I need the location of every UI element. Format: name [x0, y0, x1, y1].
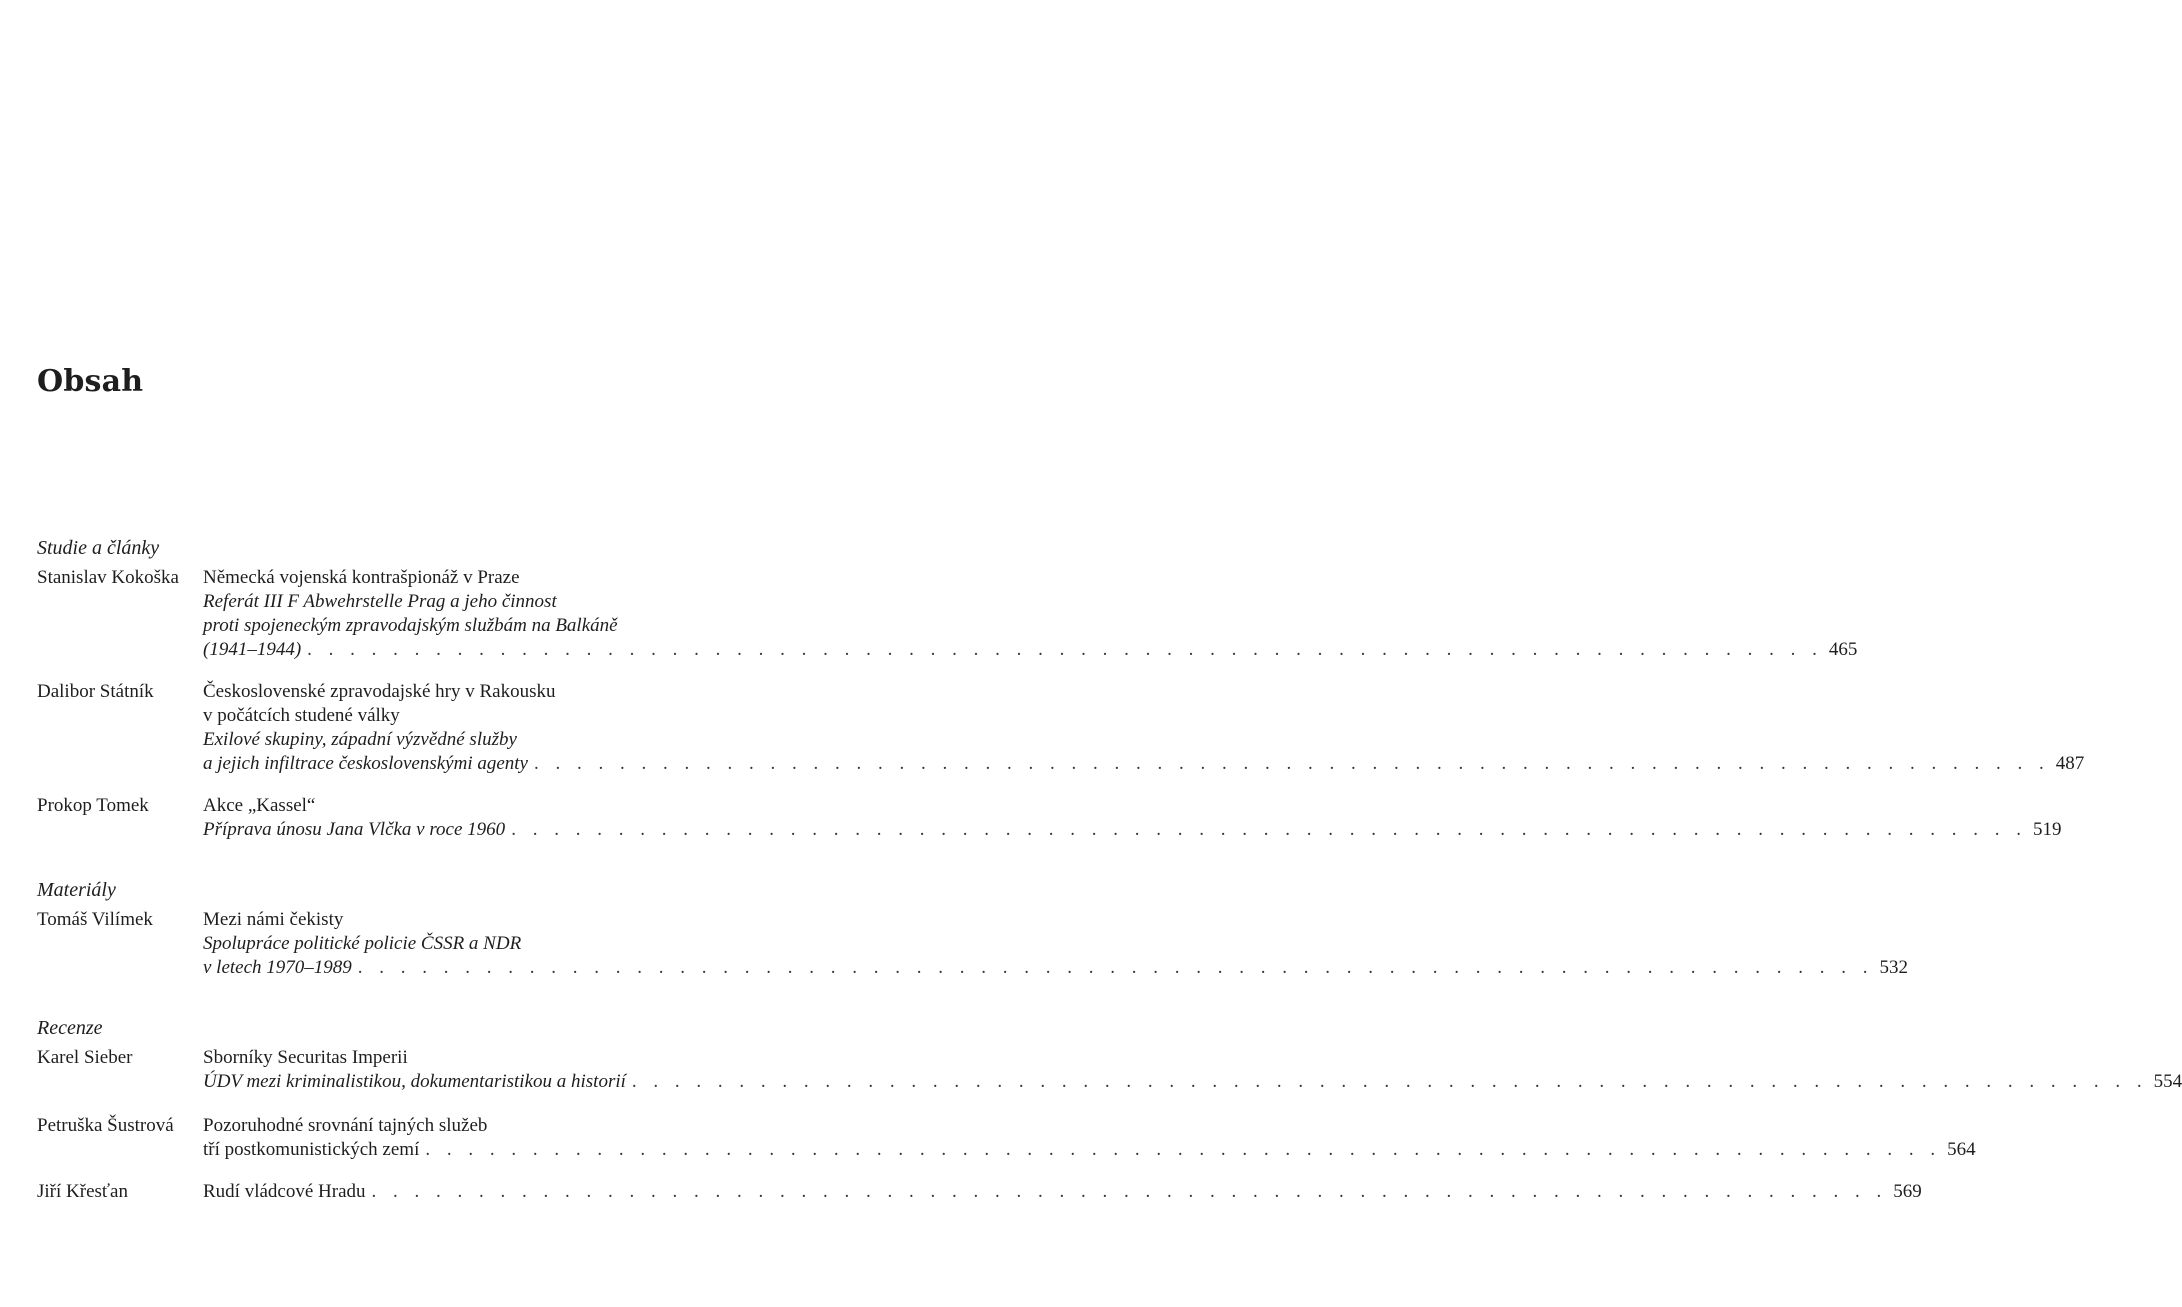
entry-author: Petruška Šustrová: [37, 1115, 174, 1136]
entry-title: Německá vojenská kontrašpionáž v Praze: [203, 567, 520, 588]
dot-leader: . . . . . . . . . . . . . . . . . . . . . . . . . . . . . . . . . . . . . . . . . . . . . . . . . . . . . . . . . . . . . . . . . . . . . . .: [511, 819, 2027, 840]
page-number: 569: [1893, 1181, 1922, 1202]
entry-author: Tomáš Vilímek: [37, 909, 153, 930]
dot-leader: . . . . . . . . . . . . . . . . . . . . . . . . . . . . . . . . . . . . . . . . . . . . . . . . . . . . . . . . . . . . . . . . . . . . . . .: [371, 1181, 1888, 1202]
toc-entry: [203, 566, 1858, 662]
toc-entry: [203, 1114, 1976, 1162]
entry-final-line: [203, 1138, 1976, 1162]
entry-subtitle: v letech 1970–1989: [203, 957, 352, 978]
page-title: Obsah: [37, 364, 144, 399]
page-number: 564: [1947, 1139, 1976, 1160]
toc-entry: [203, 680, 2085, 776]
entry-title: Rudí vládcové Hradu: [203, 1181, 366, 1202]
dot-leader: . . . . . . . . . . . . . . . . . . . . . . . . . . . . . . . . . . . . . . . . . . . . . . . . . . . . . . . . . . . . . . . . . . . . . . .: [425, 1139, 1942, 1160]
entry-subtitle: Exilové skupiny, západní výzvědné služby: [203, 729, 517, 750]
entry-title: Pozoruhodné srovnání tajných služeb: [203, 1115, 488, 1136]
page-number: 554: [2153, 1071, 2182, 1092]
entry-title: Sborníky Securitas Imperii: [203, 1047, 408, 1068]
entry-author: Stanislav Kokoška: [37, 567, 179, 588]
entry-author: Jiří Křesťan: [37, 1181, 128, 1202]
entry-subtitle: (1941–1944): [203, 639, 302, 660]
entry-subtitle: Spolupráce politické policie ČSSR a NDR: [203, 933, 522, 954]
page-number: 532: [1879, 957, 1909, 978]
entry-final-line: [203, 818, 2062, 842]
toc-entry: [203, 1180, 1922, 1204]
toc-entry: [203, 794, 2062, 842]
entry-final-line: [203, 1180, 1922, 1204]
entry-author: Dalibor Státník: [37, 681, 154, 702]
dot-leader: . . . . . . . . . . . . . . . . . . . . . . . . . . . . . . . . . . . . . . . . . . . . . . . . . . . . . . . . . . . . . . . . . . . . . . .: [534, 753, 2050, 774]
entry-subtitle: Referát III F Abwehrstelle Prag a jeho činnost: [203, 591, 557, 612]
entry-author: Karel Sieber: [37, 1047, 133, 1068]
entry-subtitle: Příprava únosu Jana Vlčka v roce 1960: [203, 819, 506, 840]
entry-title: Mezi námi čekisty: [203, 909, 344, 930]
entry-title: tří postkomunistických zemí: [203, 1139, 420, 1160]
entry-title: Československé zpravodajské hry v Rakousku: [203, 681, 556, 702]
page-number: 519: [2032, 819, 2062, 840]
section-heading: Studie a články: [37, 537, 160, 559]
dot-leader: . . . . . . . . . . . . . . . . . . . . . . . . . . . . . . . . . . . . . . . . . . . . . . . . . . . . . . . . . . . . . . . . . . . . . . .: [307, 639, 1823, 660]
toc-entry: [203, 908, 1909, 980]
entry-subtitle: a jejich infiltrace československými agenty: [203, 753, 528, 774]
toc-entry: [203, 1046, 2182, 1094]
entry-subtitle: proti spojeneckým zpravodajským službám na Balkáně: [203, 615, 618, 636]
page-number: 487: [2055, 753, 2085, 774]
entry-title: Akce „Kassel“: [203, 795, 316, 816]
entry-author: Prokop Tomek: [37, 795, 149, 816]
dot-leader: . . . . . . . . . . . . . . . . . . . . . . . . . . . . . . . . . . . . . . . . . . . . . . . . . . . . . . . . . . . . . . . . . . . . . . .: [357, 957, 1874, 978]
section-heading: Materiály: [37, 879, 116, 901]
entry-final-line: [203, 638, 1858, 662]
dot-leader: . . . . . . . . . . . . . . . . . . . . . . . . . . . . . . . . . . . . . . . . . . . . . . . . . . . . . . . . . . . . . . . . . . . . . . .: [631, 1071, 2148, 1092]
entry-final-line: [203, 1070, 2182, 1094]
entry-final-line: [203, 752, 2085, 776]
section-heading: Recenze: [37, 1017, 103, 1039]
entry-title: v počátcích studené války: [203, 705, 400, 726]
entry-subtitle: ÚDV mezi kriminalistikou, dokumentaristikou a historií: [203, 1071, 626, 1092]
page-number: 465: [1828, 639, 1858, 660]
entry-final-line: [203, 956, 1909, 980]
